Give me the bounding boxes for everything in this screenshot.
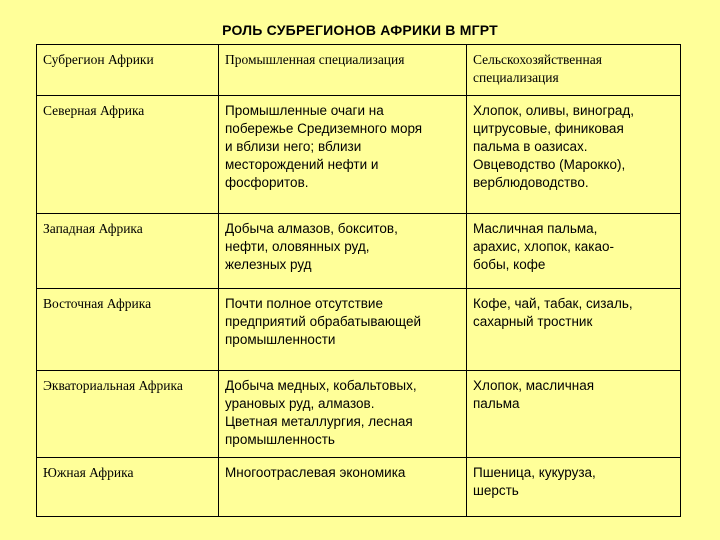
- industry-cell: [219, 371, 467, 458]
- header-industry: [219, 45, 467, 96]
- table-row: [37, 96, 681, 214]
- industry-line: Добыча медных, кобальтовых,: [225, 378, 417, 394]
- table-row: [37, 371, 681, 458]
- region-cell: [37, 214, 219, 289]
- industry-line: урановых руд, алмазов.: [225, 396, 375, 412]
- agriculture-line: Хлопок, масличная: [473, 378, 595, 394]
- agriculture-line: Кофе, чай, табак, сизаль,: [473, 296, 633, 312]
- table-row: [37, 458, 681, 517]
- industry-line: месторождений нефти и: [225, 157, 379, 173]
- header-industry-text: Промышленная специализация: [225, 52, 405, 67]
- agriculture-cell: [467, 371, 681, 458]
- industry-line: Почти полное отсутствие: [225, 296, 383, 312]
- region-cell: [37, 458, 219, 517]
- agriculture-cell: [467, 289, 681, 371]
- industry-line: промышленность: [225, 432, 335, 448]
- agriculture-cell: [467, 96, 681, 214]
- industry-line: предприятий обрабатывающей: [225, 314, 422, 330]
- agriculture-line: пальма: [473, 396, 520, 412]
- agriculture-cell: [467, 458, 681, 517]
- header-subregion: [37, 45, 219, 96]
- region-cell: [37, 289, 219, 371]
- agriculture-line: Пшеница, кукуруза,: [473, 465, 596, 481]
- agriculture-line: Масличная пальма,: [473, 221, 598, 237]
- industry-cell: [219, 289, 467, 371]
- header-agriculture-line: специализация: [473, 70, 559, 85]
- agriculture-cell: [467, 214, 681, 289]
- table-row: [37, 214, 681, 289]
- industry-cell: [219, 96, 467, 214]
- industry-cell: [219, 458, 467, 517]
- industry-line: и вблизи него; вблизи: [225, 139, 362, 155]
- agriculture-line: сахарный тростник: [473, 314, 593, 330]
- header-agriculture-line: Сельскохозяйственная: [473, 52, 602, 67]
- header-agriculture: [467, 45, 681, 96]
- page-title: РОЛЬ СУБРЕГИОНОВ АФРИКИ В МГРТ: [222, 22, 498, 38]
- agriculture-line: арахис, хлопок, какао-: [473, 239, 615, 255]
- agriculture-line: верблюдоводство.: [473, 175, 589, 191]
- region-cell: [37, 96, 219, 214]
- industry-line: фосфоритов.: [225, 175, 309, 191]
- industry-line: Многоотраслевая экономика: [225, 465, 406, 481]
- agriculture-line: шерсть: [473, 483, 519, 499]
- region-cell: [37, 371, 219, 458]
- industry-line: побережье Средиземного моря: [225, 121, 423, 137]
- industry-line: железных руд: [225, 257, 312, 273]
- industry-line: Цветная металлургия, лесная: [225, 414, 413, 430]
- subregions-table: [36, 44, 681, 517]
- industry-line: нефти, оловянных руд,: [225, 239, 370, 255]
- agriculture-line: Хлопок, оливы, виноград,: [473, 103, 635, 119]
- table-row: [37, 289, 681, 371]
- agriculture-line: цитрусовые, финиковая: [473, 121, 624, 137]
- region-name: Экваториальная Африка: [43, 378, 183, 394]
- region-name: Восточная Африка: [43, 296, 152, 312]
- header-subregion-text: Субрегион Африки: [43, 52, 154, 67]
- region-name: Западная Африка: [43, 221, 143, 237]
- industry-cell: [219, 214, 467, 289]
- agriculture-line: бобы, кофе: [473, 257, 546, 273]
- industry-line: Добыча алмазов, бокситов,: [225, 221, 398, 237]
- table-header-row: [37, 45, 681, 96]
- industry-line: Промышленные очаги на: [225, 103, 384, 119]
- agriculture-line: Овцеводство (Марокко),: [473, 157, 626, 173]
- region-name: Северная Африка: [43, 103, 145, 119]
- industry-line: промышленности: [225, 332, 336, 348]
- agriculture-line: пальма в оазисах.: [473, 139, 588, 155]
- region-name: Южная Африка: [43, 465, 134, 481]
